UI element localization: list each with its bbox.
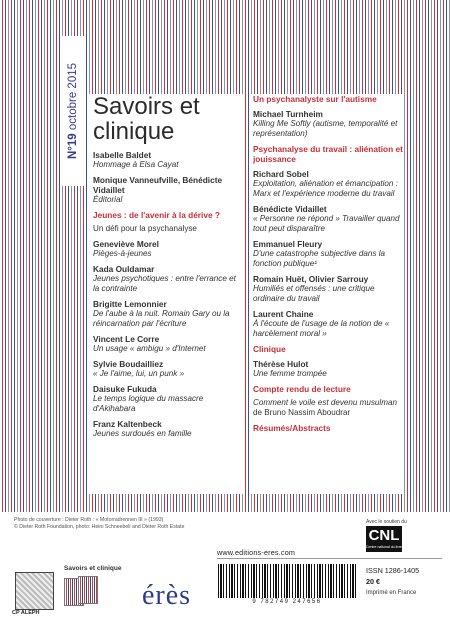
support-label: Avec le soutien du <box>366 519 407 525</box>
barcode-image <box>218 564 356 598</box>
issue-spine-label <box>62 36 84 186</box>
toc-plain: Un défi pour la psychanalyse <box>93 224 197 233</box>
toc-author: Bénédicte Vidaillet <box>253 204 327 214</box>
issn-number: ISSN 1286-1405 <box>366 566 420 575</box>
toc-section: Résumés/Abstracts <box>253 423 331 433</box>
toc-work: Jeunes surdoués en famille <box>93 429 192 438</box>
toc-entry <box>93 299 243 329</box>
right-toc-list <box>253 94 403 433</box>
cnl-logo-text: CNL <box>368 527 400 544</box>
publisher-logo: érès <box>142 580 192 611</box>
toc-author: Sylvie Boudailliez <box>93 359 164 369</box>
toc-work: Killing Me Softly (autisme, temporalité et représentation) <box>253 119 398 138</box>
title-line-2: clinique <box>93 118 175 145</box>
toc-work: De l'aube à la nuit. Romain Gary ou la réincarnation par l'écriture <box>93 309 230 328</box>
toc-entry <box>93 239 243 259</box>
toc-work: D'une catastrophe subjective dans la fonction publique¹ <box>253 249 386 268</box>
issue-date: octobre 2015 <box>67 62 79 131</box>
toc-entry <box>253 169 403 199</box>
toc-entry <box>93 334 243 354</box>
toc-author: Thérèse Hulot <box>253 359 309 369</box>
toc-work: Pièges-à-jeunes <box>93 249 152 258</box>
credit-line-1: Photo de couverture : Dieter Roth : « Motorradrennen III » (1993) <box>14 517 164 523</box>
toc-entry <box>253 204 403 234</box>
cnl-logo-subtitle: Centre national du livre <box>366 545 402 549</box>
toc-work: Humiliés et offensés : une critique ordinaire du travail <box>253 284 375 303</box>
aleph-label: CP ALEPH <box>12 610 40 616</box>
toc-entry <box>253 359 403 379</box>
title-line-1: Savoirs et <box>93 93 200 120</box>
cnl-support <box>366 519 426 552</box>
cover-photo-credit <box>14 517 244 531</box>
contents-right-column <box>249 94 403 494</box>
contents-left-column <box>89 94 243 494</box>
toc-entry <box>253 94 403 104</box>
toc-entry <box>93 210 243 234</box>
toc-author: Daisuke Fukuda <box>93 384 157 394</box>
toc-entry <box>93 264 243 294</box>
toc-section: Un psychanalyste sur l'autisme <box>253 94 377 104</box>
toc-entry <box>93 175 243 205</box>
toc-entry <box>253 274 403 304</box>
publisher-website[interactable]: www.editions-eres.com <box>217 548 296 557</box>
printed-in: Imprimé en France <box>366 590 417 596</box>
toc-plain: de Bruno Nassim Aboudrar <box>253 408 351 417</box>
credit-line-2: © Dieter Roth Foundation, photo: Heini Schneebeli and Dieter Roth Estate <box>14 524 185 530</box>
toc-author: Romain Huët, Olivier Sarrouy <box>253 274 369 284</box>
toc-entry <box>93 384 243 414</box>
toc-author: Kada Ouldamar <box>93 264 155 274</box>
toc-entry <box>253 109 403 139</box>
toc-author: Emmanuel Fleury <box>253 239 323 249</box>
journal-title <box>93 94 243 144</box>
toc-entry <box>253 144 403 164</box>
price: 20 € <box>366 577 380 586</box>
collection-covers-image <box>64 576 114 606</box>
toc-entry <box>253 384 403 418</box>
toc-entry <box>253 239 403 269</box>
barcode-number: 9 782749 247656 <box>252 599 322 605</box>
issue-number: N°19 <box>67 133 79 160</box>
toc-work: Le temps logique du massacre d'Akihabara <box>93 394 204 413</box>
toc-work: Comment le voile est devenu musulman <box>253 398 397 407</box>
toc-author: Michael Turnheim <box>253 109 323 119</box>
toc-entry <box>93 150 243 170</box>
toc-section: Compte rendu de lecture <box>253 384 351 394</box>
toc-author: Geneviève Morel <box>93 239 159 249</box>
toc-work: « Personne ne répond » Travailler quand tout peut disparaître <box>253 214 400 233</box>
toc-section: Psychanalyse du travail : aliénation et jouissance <box>253 144 403 164</box>
footer-divider <box>217 558 442 559</box>
toc-entry <box>253 309 403 339</box>
left-toc-list <box>93 150 243 439</box>
toc-work: Jeunes psychotiques : entre l'errance et la contrainte <box>93 274 236 293</box>
toc-section: Jeunes : de l'avenir à la dérive ? <box>93 210 220 220</box>
toc-author: Brigitte Lemonnier <box>93 299 167 309</box>
toc-author: Vincent Le Corre <box>93 334 160 344</box>
toc-work: Éditorial <box>93 195 123 204</box>
toc-author: Isabelle Baldet <box>93 150 152 160</box>
toc-work: Hommage à Elsa Cayat <box>93 160 179 169</box>
cnl-logo <box>366 526 402 552</box>
toc-author: Laurent Chaine <box>253 309 314 319</box>
toc-work: Une femme trompée <box>253 369 327 378</box>
toc-author: Franz Kaltenbeck <box>93 419 162 429</box>
toc-work: À l'écoute de l'usage de la notion de « harcèlement moral » <box>253 319 390 338</box>
aleph-logo-image <box>15 572 54 610</box>
toc-entry <box>93 419 243 439</box>
toc-entry <box>253 423 403 433</box>
toc-section: Clinique <box>253 344 286 354</box>
toc-entry <box>93 359 243 379</box>
toc-work: Un usage « ambigu » d'Internet <box>93 344 206 353</box>
toc-entry <box>253 344 403 354</box>
toc-work: « Je l'aime, lui, un punk » <box>93 369 185 378</box>
collection-label: Savoirs et clinique <box>64 565 122 572</box>
toc-author: Richard Sobel <box>253 169 309 179</box>
toc-author: Monique Vanneufville, Bénédicte Vidaillet <box>93 175 223 195</box>
toc-work: Exploitation, aliénation et émancipation : Marx et l'expérience moderne du travail <box>253 179 398 198</box>
